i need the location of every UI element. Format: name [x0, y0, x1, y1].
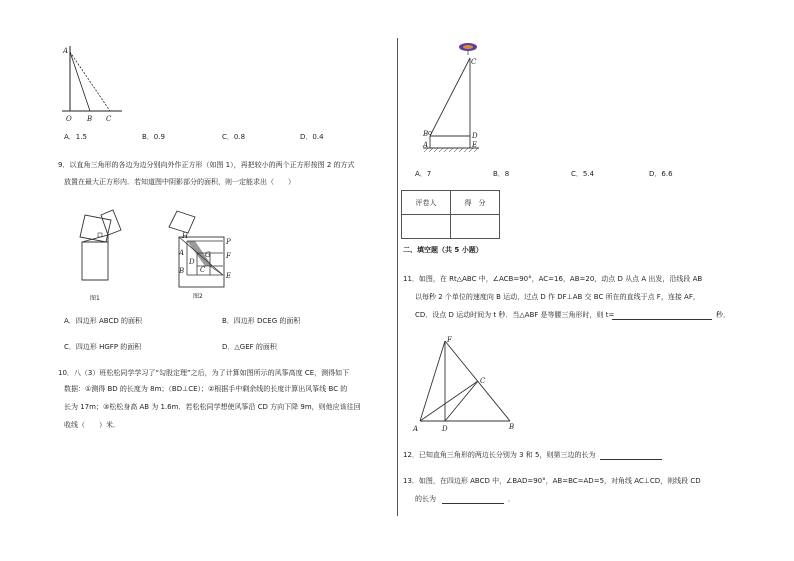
- q10-label-a: A: [423, 141, 429, 149]
- q10-label-c: C: [471, 58, 477, 66]
- q8-option-d[interactable]: D．0.4: [300, 133, 324, 141]
- q9-option-c[interactable]: C．四边形 HGFP 的面积: [64, 343, 142, 351]
- q9-fig1-caption: 图1: [90, 295, 100, 302]
- q11-label-c: C: [480, 377, 486, 385]
- q9-fig2-label-c: C: [200, 266, 206, 274]
- q11-question-line3: CD．设点 D 运动时间为 t 秒．当△ABF 是等腰三角形时，则 t=: [415, 311, 615, 319]
- score-table-score-header: 得 分: [451, 191, 500, 215]
- q8-option-a[interactable]: A．1.5: [64, 133, 87, 141]
- q11-label-b: B: [509, 423, 515, 431]
- q11-label-a: A: [413, 425, 419, 433]
- q11-answer-blank[interactable]: [612, 319, 712, 320]
- q13-question-line2: 的长为: [415, 495, 436, 503]
- q10-option-c[interactable]: C．5.4: [571, 170, 595, 178]
- q13-question-line2-end: ．: [508, 495, 515, 503]
- q8-label-c: C: [106, 115, 112, 123]
- q9-fig2-label-b: B: [179, 267, 185, 275]
- q13-answer-blank[interactable]: [442, 503, 504, 504]
- q8-label-b: B: [87, 115, 93, 123]
- q13-question-line1: 13．如图，在四边形 ABCD 中，∠BAD=90°，AB=BC=AD=5，对角线 AC⊥CD，则线段 CD: [403, 477, 701, 485]
- q9-option-d[interactable]: D．△GEF 的面积: [222, 343, 277, 351]
- column-divider: [397, 38, 398, 516]
- q10-label-b: B: [423, 130, 429, 138]
- q8-option-c[interactable]: C．0.8: [222, 133, 246, 141]
- q12-question: 12．已知直角三角形的两边长分别为 3 和 5，则第三边的长为: [403, 451, 596, 459]
- q10-label-e: E: [472, 141, 478, 149]
- q10-question-line3: 长为 17m；③松松身高 AB 为 1.6m．若松松同学想使风筝沿 CD 方向下降 9m，则他应该往回: [64, 403, 361, 411]
- q10-kite-figure: [415, 38, 495, 158]
- score-table-reviewer-cell[interactable]: [402, 215, 451, 239]
- q11-figure: [410, 333, 520, 433]
- q11-label-d: D: [442, 425, 448, 433]
- q9-fig2-label-p: P: [226, 238, 231, 246]
- q8-figure: [60, 42, 130, 122]
- q9-option-b[interactable]: B．四边形 DCEG 的面积: [222, 317, 301, 325]
- q11-question-line3-end: 秒．: [716, 311, 730, 319]
- q9-fig2-label-g: G: [205, 251, 211, 259]
- q9-figure-1: [60, 202, 140, 302]
- q9-option-a[interactable]: A．四边形 ABCD 的面积: [64, 317, 142, 325]
- score-table: [401, 190, 500, 239]
- q10-question-line2: 数据：①测得 BD 的长度为 8m；（BD⊥CE）；②根据手中剩余线的长度计算出风筝线 BC 的: [64, 385, 348, 393]
- score-table-score-cell[interactable]: [451, 215, 500, 239]
- q9-fig2-label-h: H: [182, 232, 189, 240]
- q9-fig2-label-a: A: [179, 249, 185, 257]
- q8-label-o: O: [66, 115, 72, 123]
- q9-question-line1: 9．以直角三角形的各边为边分别向外作正方形（如图 1），再把较小的两个正方形按图 2 的方式: [58, 161, 355, 169]
- q10-option-a[interactable]: A．7: [415, 170, 432, 178]
- score-table-reviewer-header: 评卷人: [402, 191, 451, 215]
- q9-fig2-label-d: D: [189, 258, 195, 266]
- q11-question-line1: 11．如图，在 Rt△ABC 中，∠ACB=90°，AC=16，AB=20，动点 D 从点 A 出发，沿线段 AB: [403, 275, 703, 283]
- q10-option-d[interactable]: D．6.6: [649, 170, 673, 178]
- q10-label-d: D: [472, 132, 478, 140]
- q9-question-line2: 放置在最大正方形内．若知道图中阴影部分的面积，则一定能求出（ ）: [64, 178, 295, 186]
- q10-question-line1: 10．八（3）班松松同学学习了“勾股定理”之后，为了计算如图所示的风筝高度 CE，测得如下: [58, 369, 350, 377]
- q10-option-b[interactable]: B．8: [493, 170, 510, 178]
- q10-question-line4: 收线（ ）米．: [64, 421, 120, 429]
- q9-figure-2: [155, 200, 240, 300]
- q8-label-a: A: [63, 47, 69, 55]
- q8-option-b[interactable]: B．0.9: [142, 133, 165, 141]
- q9-fig2-caption: 图2: [193, 293, 203, 300]
- q12-answer-blank[interactable]: [600, 459, 662, 460]
- q11-label-f: F: [447, 336, 452, 344]
- q11-question-line2: 以每秒 2 个单位的速度向 B 运动，过点 D 作 DF⊥AB 交 BC 所在的直线于点 F，连接 AF，: [415, 293, 700, 301]
- q9-fig2-label-e: E: [226, 272, 232, 280]
- section2-title: 二、填空题（共 5 小题）: [403, 246, 483, 254]
- q9-fig2-label-f: F: [226, 252, 231, 260]
